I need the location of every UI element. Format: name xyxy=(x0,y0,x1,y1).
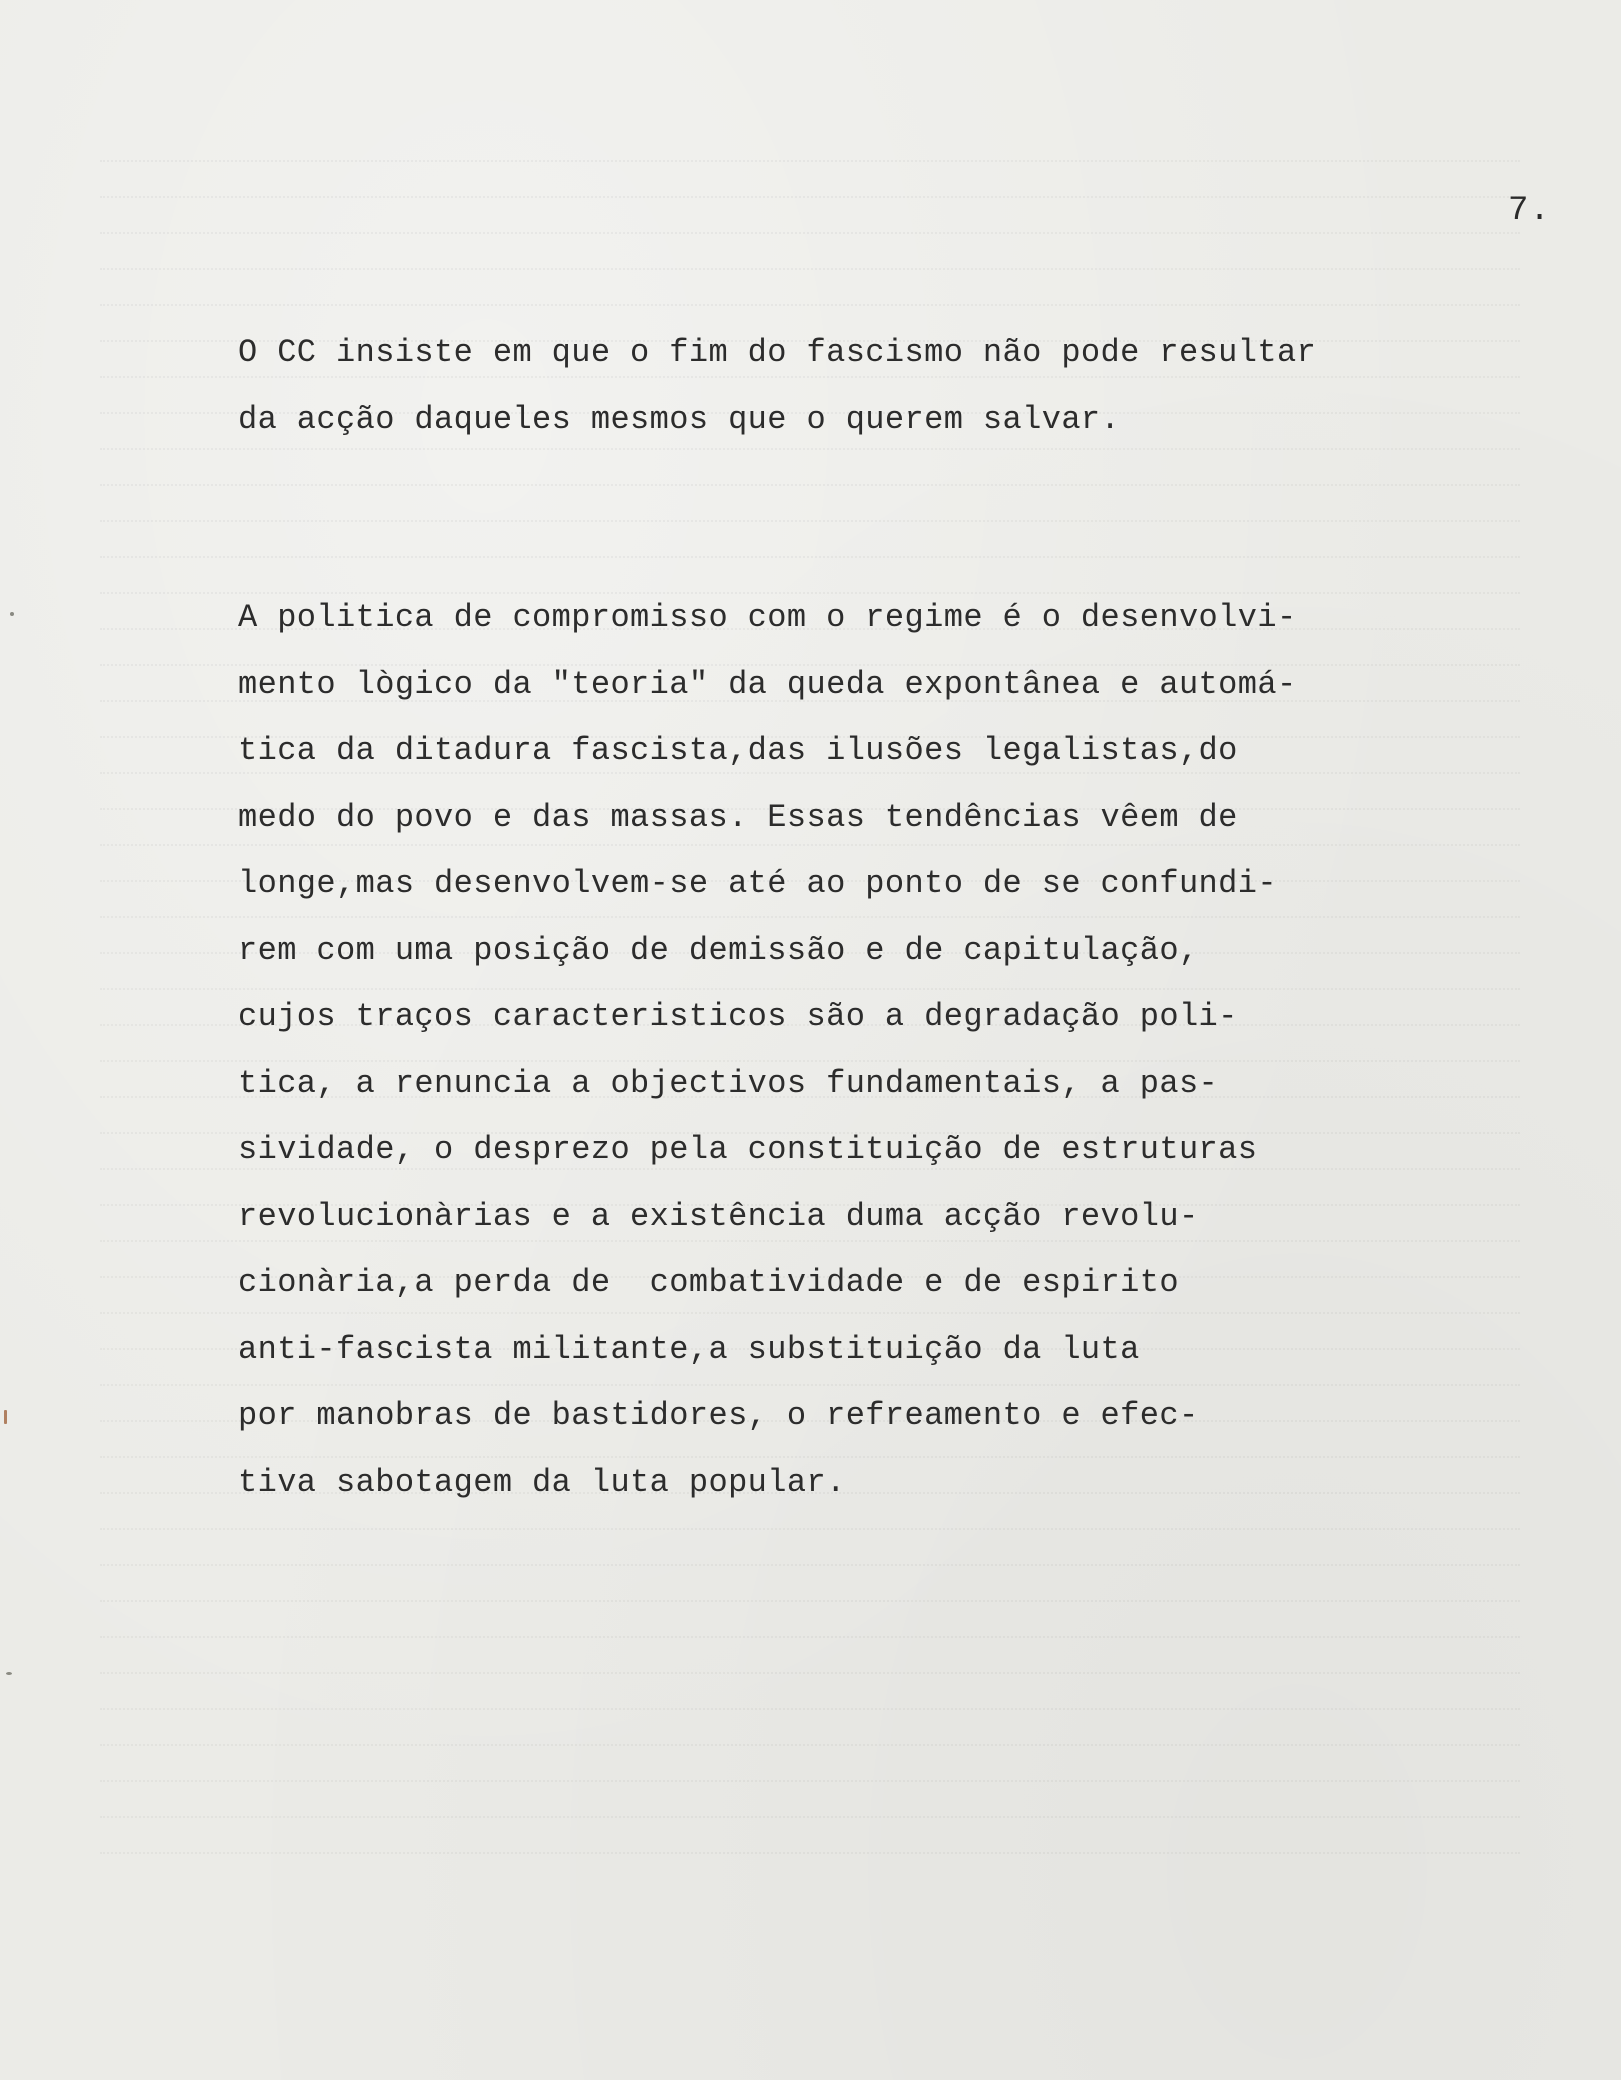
text-line: revolucionàrias e a existência duma acção revolu- xyxy=(238,1197,1199,1235)
paper-speck xyxy=(4,1410,7,1424)
text-line: da acção daqueles mesmos que o querem salvar. xyxy=(238,400,1121,438)
text-line: mento lògico da "teoria" da queda expontânea e automá- xyxy=(238,665,1297,703)
text-line: O CC insiste em que o fim do fascismo não pode resultar xyxy=(238,334,1317,371)
text-line: longe,mas desenvolvem-se até ao ponto de se confundi- xyxy=(238,865,1277,902)
text-line: medo do povo e das massas. Essas tendências vêem de xyxy=(238,798,1238,836)
text-line: por manobras de bastidores, o refreamento e efec- xyxy=(238,1397,1199,1434)
text-line: tica, a renuncia a objectivos fundamentais, a pas- xyxy=(238,1064,1219,1102)
page-number: 7. xyxy=(1508,192,1551,230)
body-text xyxy=(238,320,1378,1516)
text-line: anti-fascista militante,a substituição da luta xyxy=(238,1330,1140,1368)
text-line: A politica de compromisso com o regime é o desenvolvi- xyxy=(238,599,1297,636)
text-line: tiva sabotagem da luta popular. xyxy=(238,1463,846,1501)
text-line: tica da ditadura fascista,das ilusões legalistas,do xyxy=(238,732,1238,769)
text-line: rem com uma posição de demissão e de capitulação, xyxy=(238,931,1199,969)
paragraph-gap xyxy=(238,453,1378,585)
text-line: cionària,a perda de combatividade e de espirito xyxy=(238,1264,1179,1301)
text-line: sividade, o desprezo pela constituição de estruturas xyxy=(238,1131,1258,1168)
paper-speck xyxy=(6,1672,12,1675)
paragraph-1 xyxy=(238,320,1378,453)
paragraph-2 xyxy=(238,585,1378,1516)
paper-speck xyxy=(10,612,14,616)
text-line: cujos traços caracteristicos são a degradação poli- xyxy=(238,998,1238,1035)
